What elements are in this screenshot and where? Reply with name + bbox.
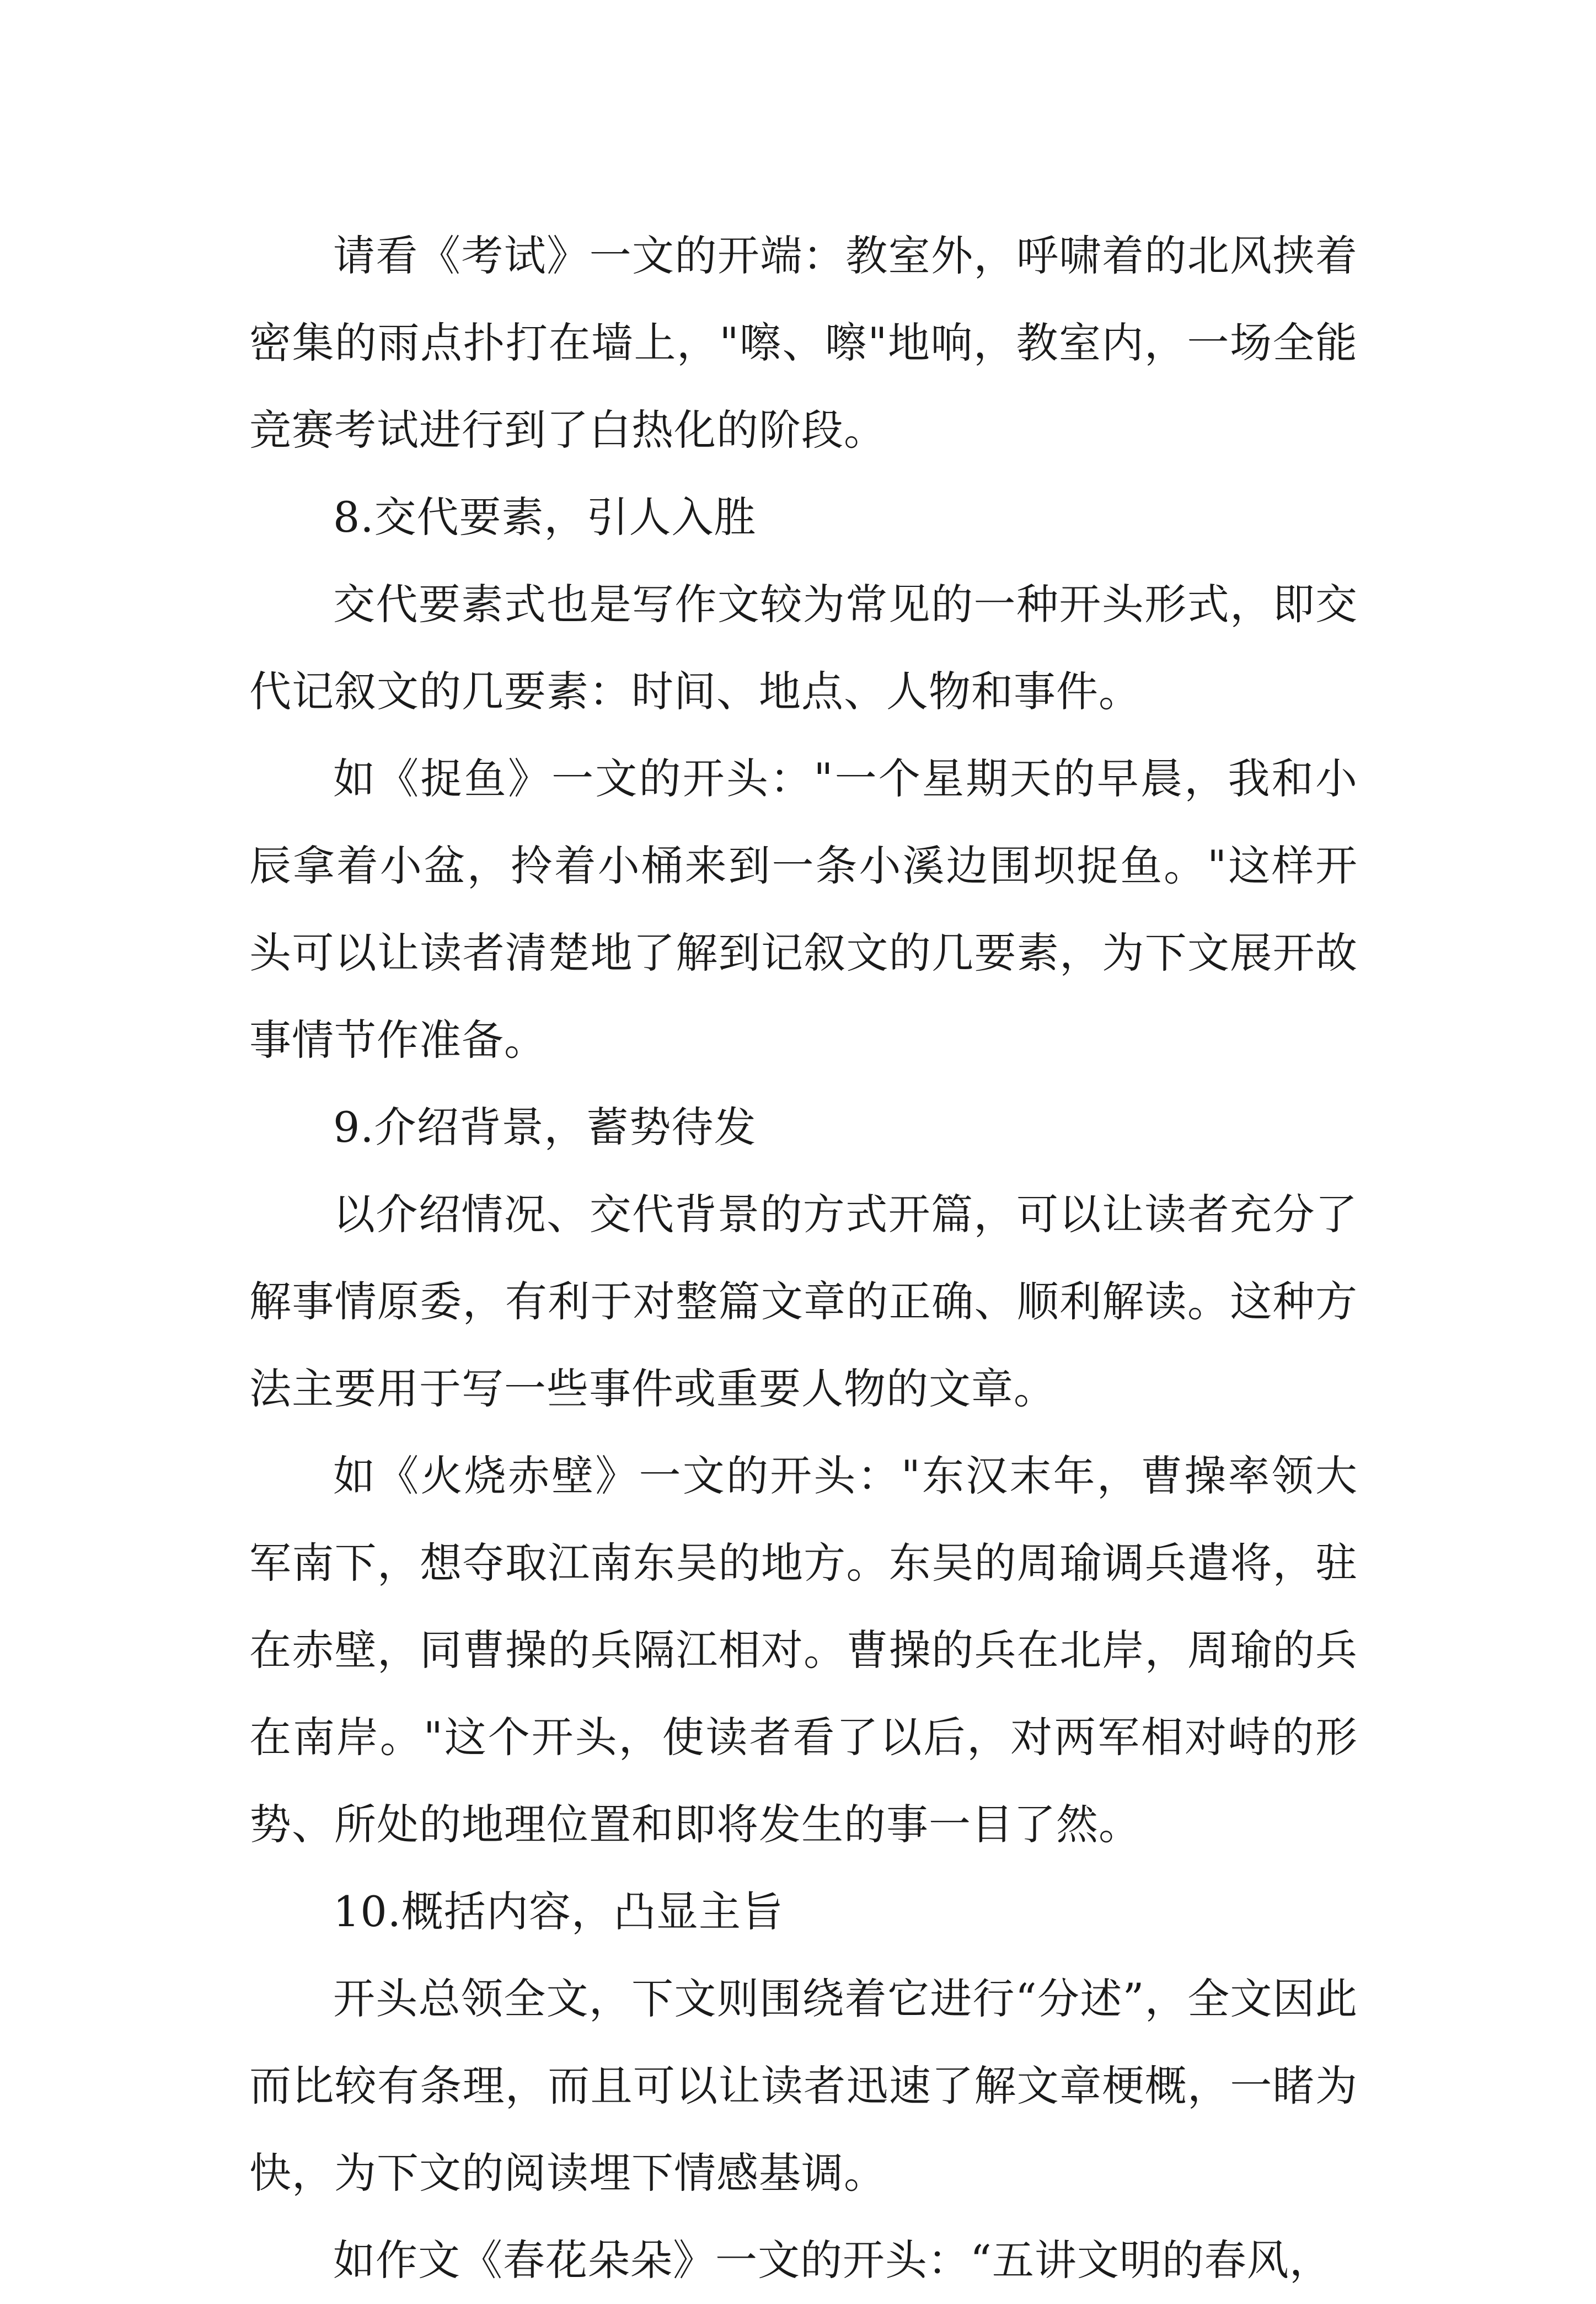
section-heading-9: 9.介绍背景，蓄势待发 <box>333 1103 757 1152</box>
paragraph-elements-intro: 交代要素式也是写作文较为常见的一种开头形式，即交代记叙文的几要素：时间、地点、人物和事件。 <box>249 580 1358 716</box>
paragraph-spring-flowers-example: 如作文《春花朵朵》一文的开头：“五讲文明的春风， <box>333 2236 1332 2285</box>
section-heading-10: 10.概括内容，凸显主旨 <box>333 1887 784 1936</box>
document-body <box>249 212 1358 2304</box>
section-heading-8: 8.交代要素，引人入胜 <box>333 493 757 542</box>
paragraph-summary-intro: 开头总领全文，下文则围绕着它进行“分述”，全文因此而比较有条理，而且可以让读者迅速了解文章梗概，一睹为快，为下文的阅读埋下情感基调。 <box>249 1974 1358 2198</box>
paragraph-exam-opening: 请看《考试》一文的开端：教室外，呼啸着的北风挟着密集的雨点扑打在墙上，"嚓、嚓"地响，教室内，一场全能竞赛考试进行到了白热化的阶段。 <box>249 231 1358 455</box>
paragraph-red-cliff-example: 如《火烧赤壁》一文的开头："东汉末年，曹操率领大军南下，想夺取江南东吴的地方。东吴的周瑜调兵遣将，驻在赤壁，同曹操的兵隔江相对。曹操的兵在北岸，周瑜的兵在南岸。"这个开头，使读者看了以后，对两军相对峙的形势、所处的地理位置和即将发生的事一目了然。 <box>249 1451 1358 1849</box>
paragraph-catching-fish-example: 如《捉鱼》一文的开头："一个星期天的早晨，我和小辰拿着小盆，拎着小桶来到一条小溪边围坝捉鱼。"这样开头可以让读者清楚地了解到记叙文的几要素，为下文展开故事情节作准备。 <box>249 754 1358 1065</box>
paragraph-background-intro: 以介绍情况、交代背景的方式开篇，可以让读者充分了解事情原委，有利于对整篇文章的正确、顺利解读。这种方法主要用于写一些事件或重要人物的文章。 <box>249 1190 1358 1413</box>
